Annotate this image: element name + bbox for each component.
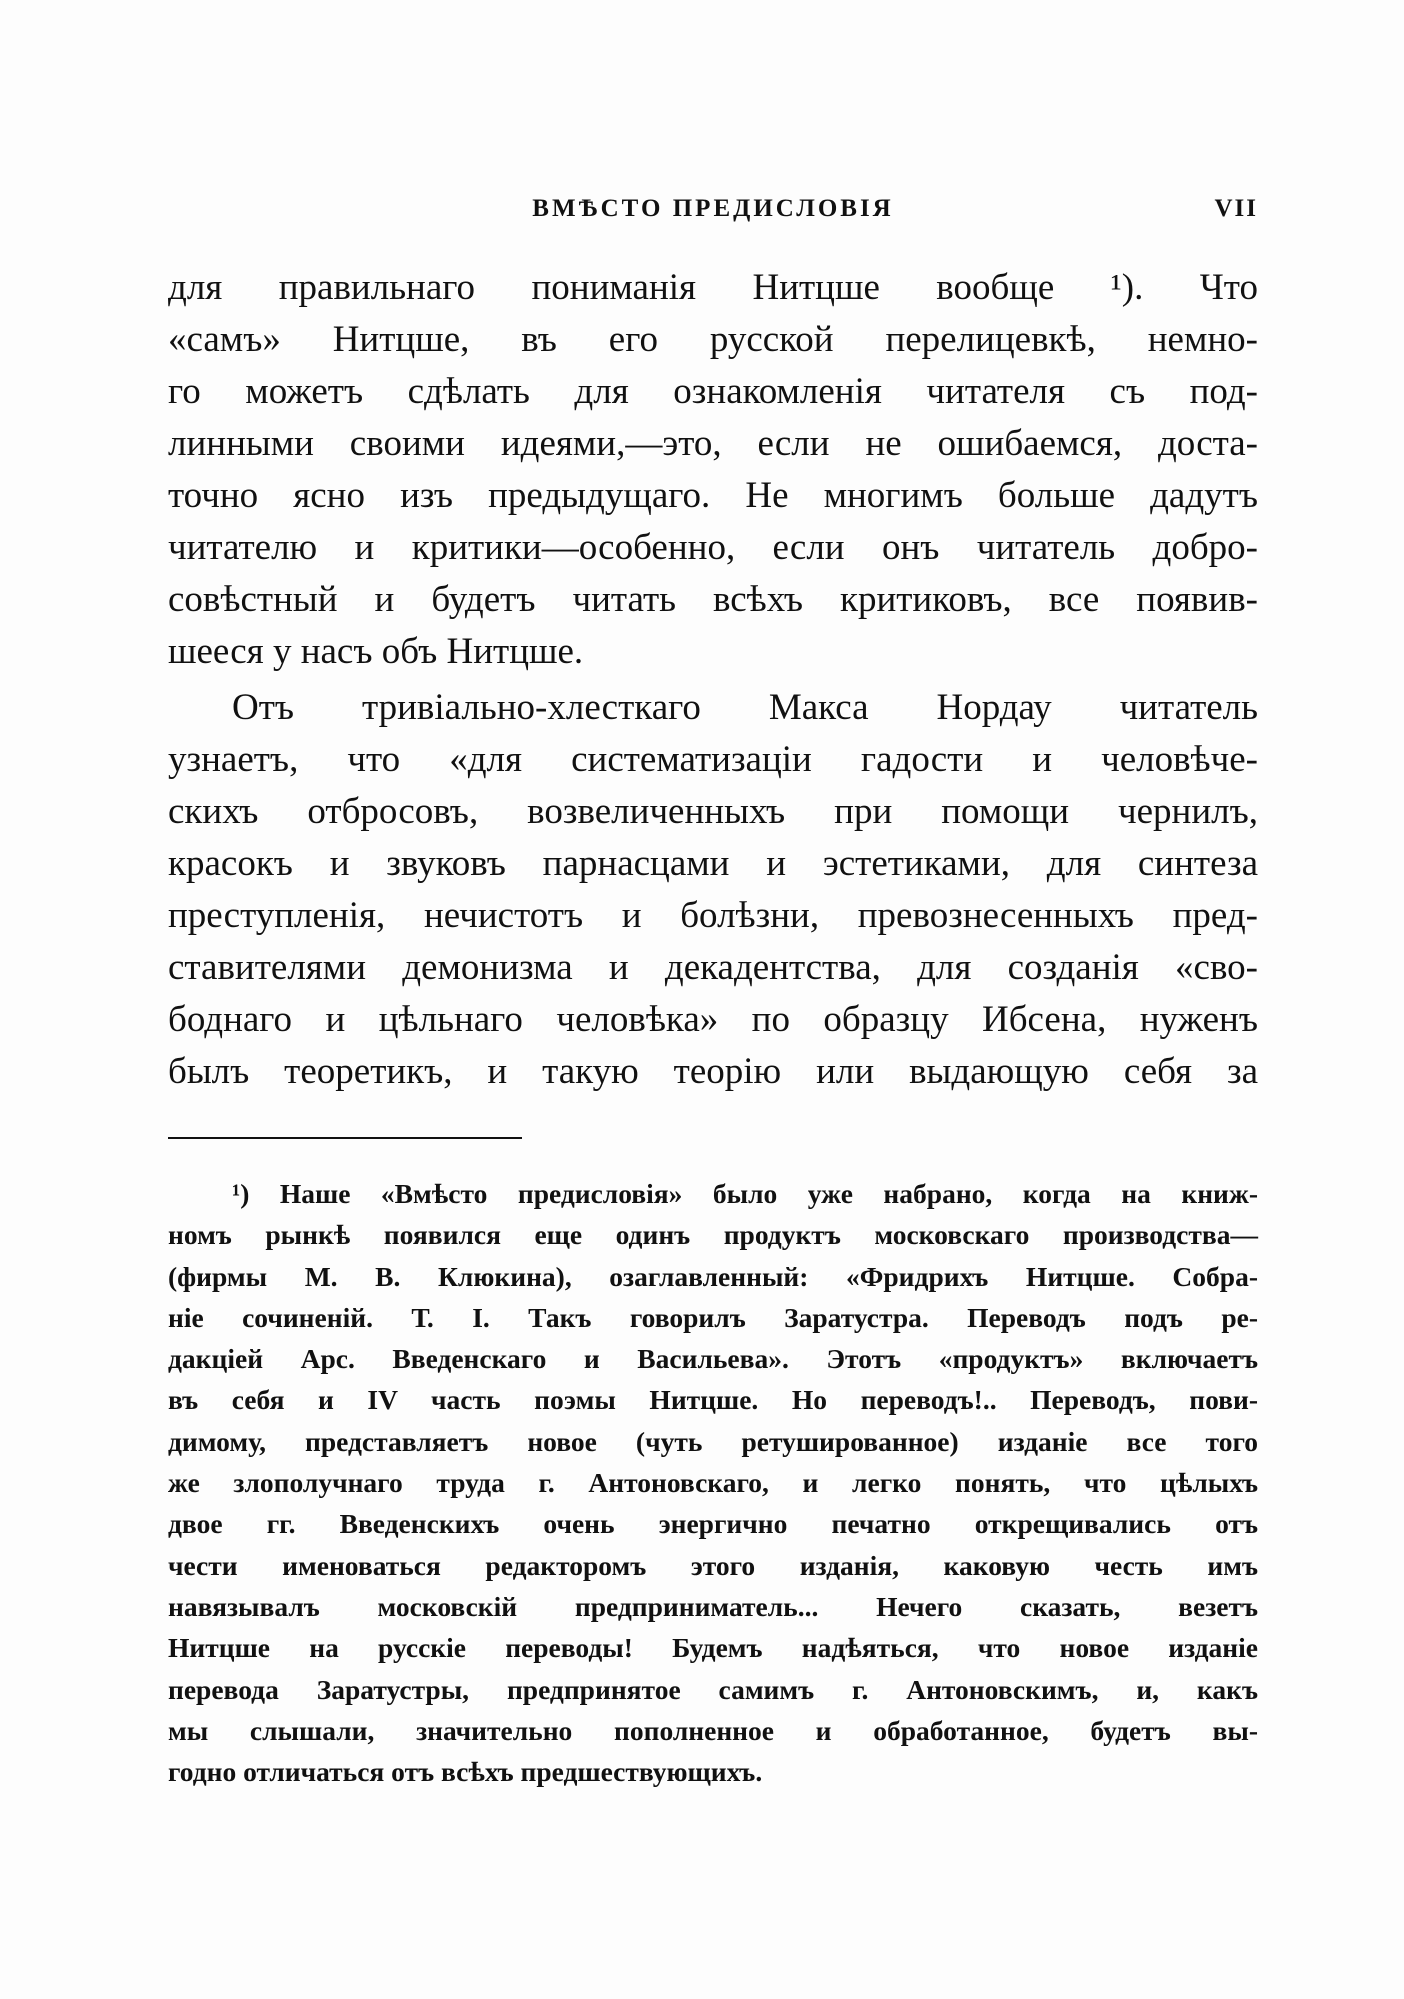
text-line: преступленія, нечистотъ и болѣзни, превознесенныхъ пред- (168, 895, 1258, 936)
text-line: совѣстный и будетъ читать всѣхъ критиковъ, все появив- (168, 579, 1258, 620)
text-line: «самъ» Нитцше, въ его русской перелицевкѣ, немно- (168, 319, 1258, 360)
text-line: Отъ тривіально-хлесткаго Макса Нордау читатель (232, 687, 1258, 728)
footnote-rule (168, 1137, 522, 1139)
footnote-line: номъ рынкѣ появился еще одинъ продуктъ московскаго производства— (168, 1219, 1258, 1251)
text-line: линными своими идеями,—это, если не ошибаемся, доста- (168, 423, 1258, 464)
running-title: ВМѢСТО ПРЕДИСЛОВІЯ (532, 195, 894, 222)
footnote-line: годно отличаться отъ всѣхъ предшествующихъ. (168, 1756, 763, 1788)
footnote-line: же злополучнаго труда г. Антоновскаго, и легко понять, что цѣлыхъ (168, 1467, 1258, 1499)
footnote-line: дакціей Арс. Введенскаго и Васильева». Этотъ «продуктъ» включаетъ (168, 1343, 1258, 1375)
footnote-line: ¹) Наше «Вмѣсто предисловія» было уже набрано, когда на книж- (232, 1178, 1258, 1209)
text-line: для правильнаго пониманія Нитцше вообще ¹). Что (168, 267, 1258, 308)
page-number: VII (1214, 195, 1258, 222)
text-line: го можетъ сдѣлать для ознакомленія читателя съ под- (168, 371, 1258, 412)
footnote (168, 1173, 1258, 1792)
running-head (168, 195, 1258, 235)
text-line: узнаетъ, что «для систематизаціи гадости и человѣче- (168, 739, 1258, 780)
footnote-line: (фирмы М. В. Клюкина), озаглавленный: «Фридрихъ Нитцше. Собра- (168, 1260, 1258, 1292)
footnote-line: димому, представляетъ новое (чуть ретушированное) изданіе все того (168, 1425, 1258, 1457)
text-line: читателю и критики—особенно, если онъ читатель добро- (168, 527, 1258, 568)
footnote-line: перевода Заратустры, предпринятое самимъ г. Антоновскимъ, и, какъ (168, 1673, 1258, 1705)
footnote-line: двое гг. Введенскихъ очень энергично печатно открещивались отъ (168, 1508, 1258, 1540)
main-text (168, 262, 1258, 1098)
text-line: боднаго и цѣльнаго человѣка» по образцу Ибсена, нуженъ (168, 999, 1258, 1040)
footnote-line: навязывалъ московскій предприниматель... Нечего сказать, везетъ (168, 1590, 1258, 1622)
text-line: скихъ отбросовъ, возвеличенныхъ при помощи чернилъ, (168, 791, 1258, 832)
footnote-line: мы слышали, значительно пополненное и обработанное, будетъ вы- (168, 1714, 1258, 1746)
text-line: ставителями демонизма и декадентства, для созданія «сво- (168, 947, 1258, 988)
footnote-line: чести именоваться редакторомъ этого изданія, каковую честь имъ (168, 1549, 1258, 1581)
text-line: точно ясно изъ предыдущаго. Не многимъ больше дадутъ (168, 475, 1258, 516)
text-line: красокъ и звуковъ парнасцами и эстетиками, для синтеза (168, 843, 1258, 884)
text-line: шееся у насъ объ Нитцше. (168, 631, 584, 672)
footnote-line: Нитцше на русскіе переводы! Будемъ надѣяться, что новое изданіе (168, 1632, 1258, 1664)
footnote-line: ніе сочиненій. Т. I. Такъ говорилъ Заратустра. Переводъ подъ ре- (168, 1301, 1258, 1333)
footnote-line: въ себя и IV часть поэмы Нитцше. Но переводъ!.. Переводъ, пови- (168, 1384, 1258, 1416)
text-line: былъ теоретикъ, и такую теорію или выдающую себя за (168, 1051, 1258, 1092)
